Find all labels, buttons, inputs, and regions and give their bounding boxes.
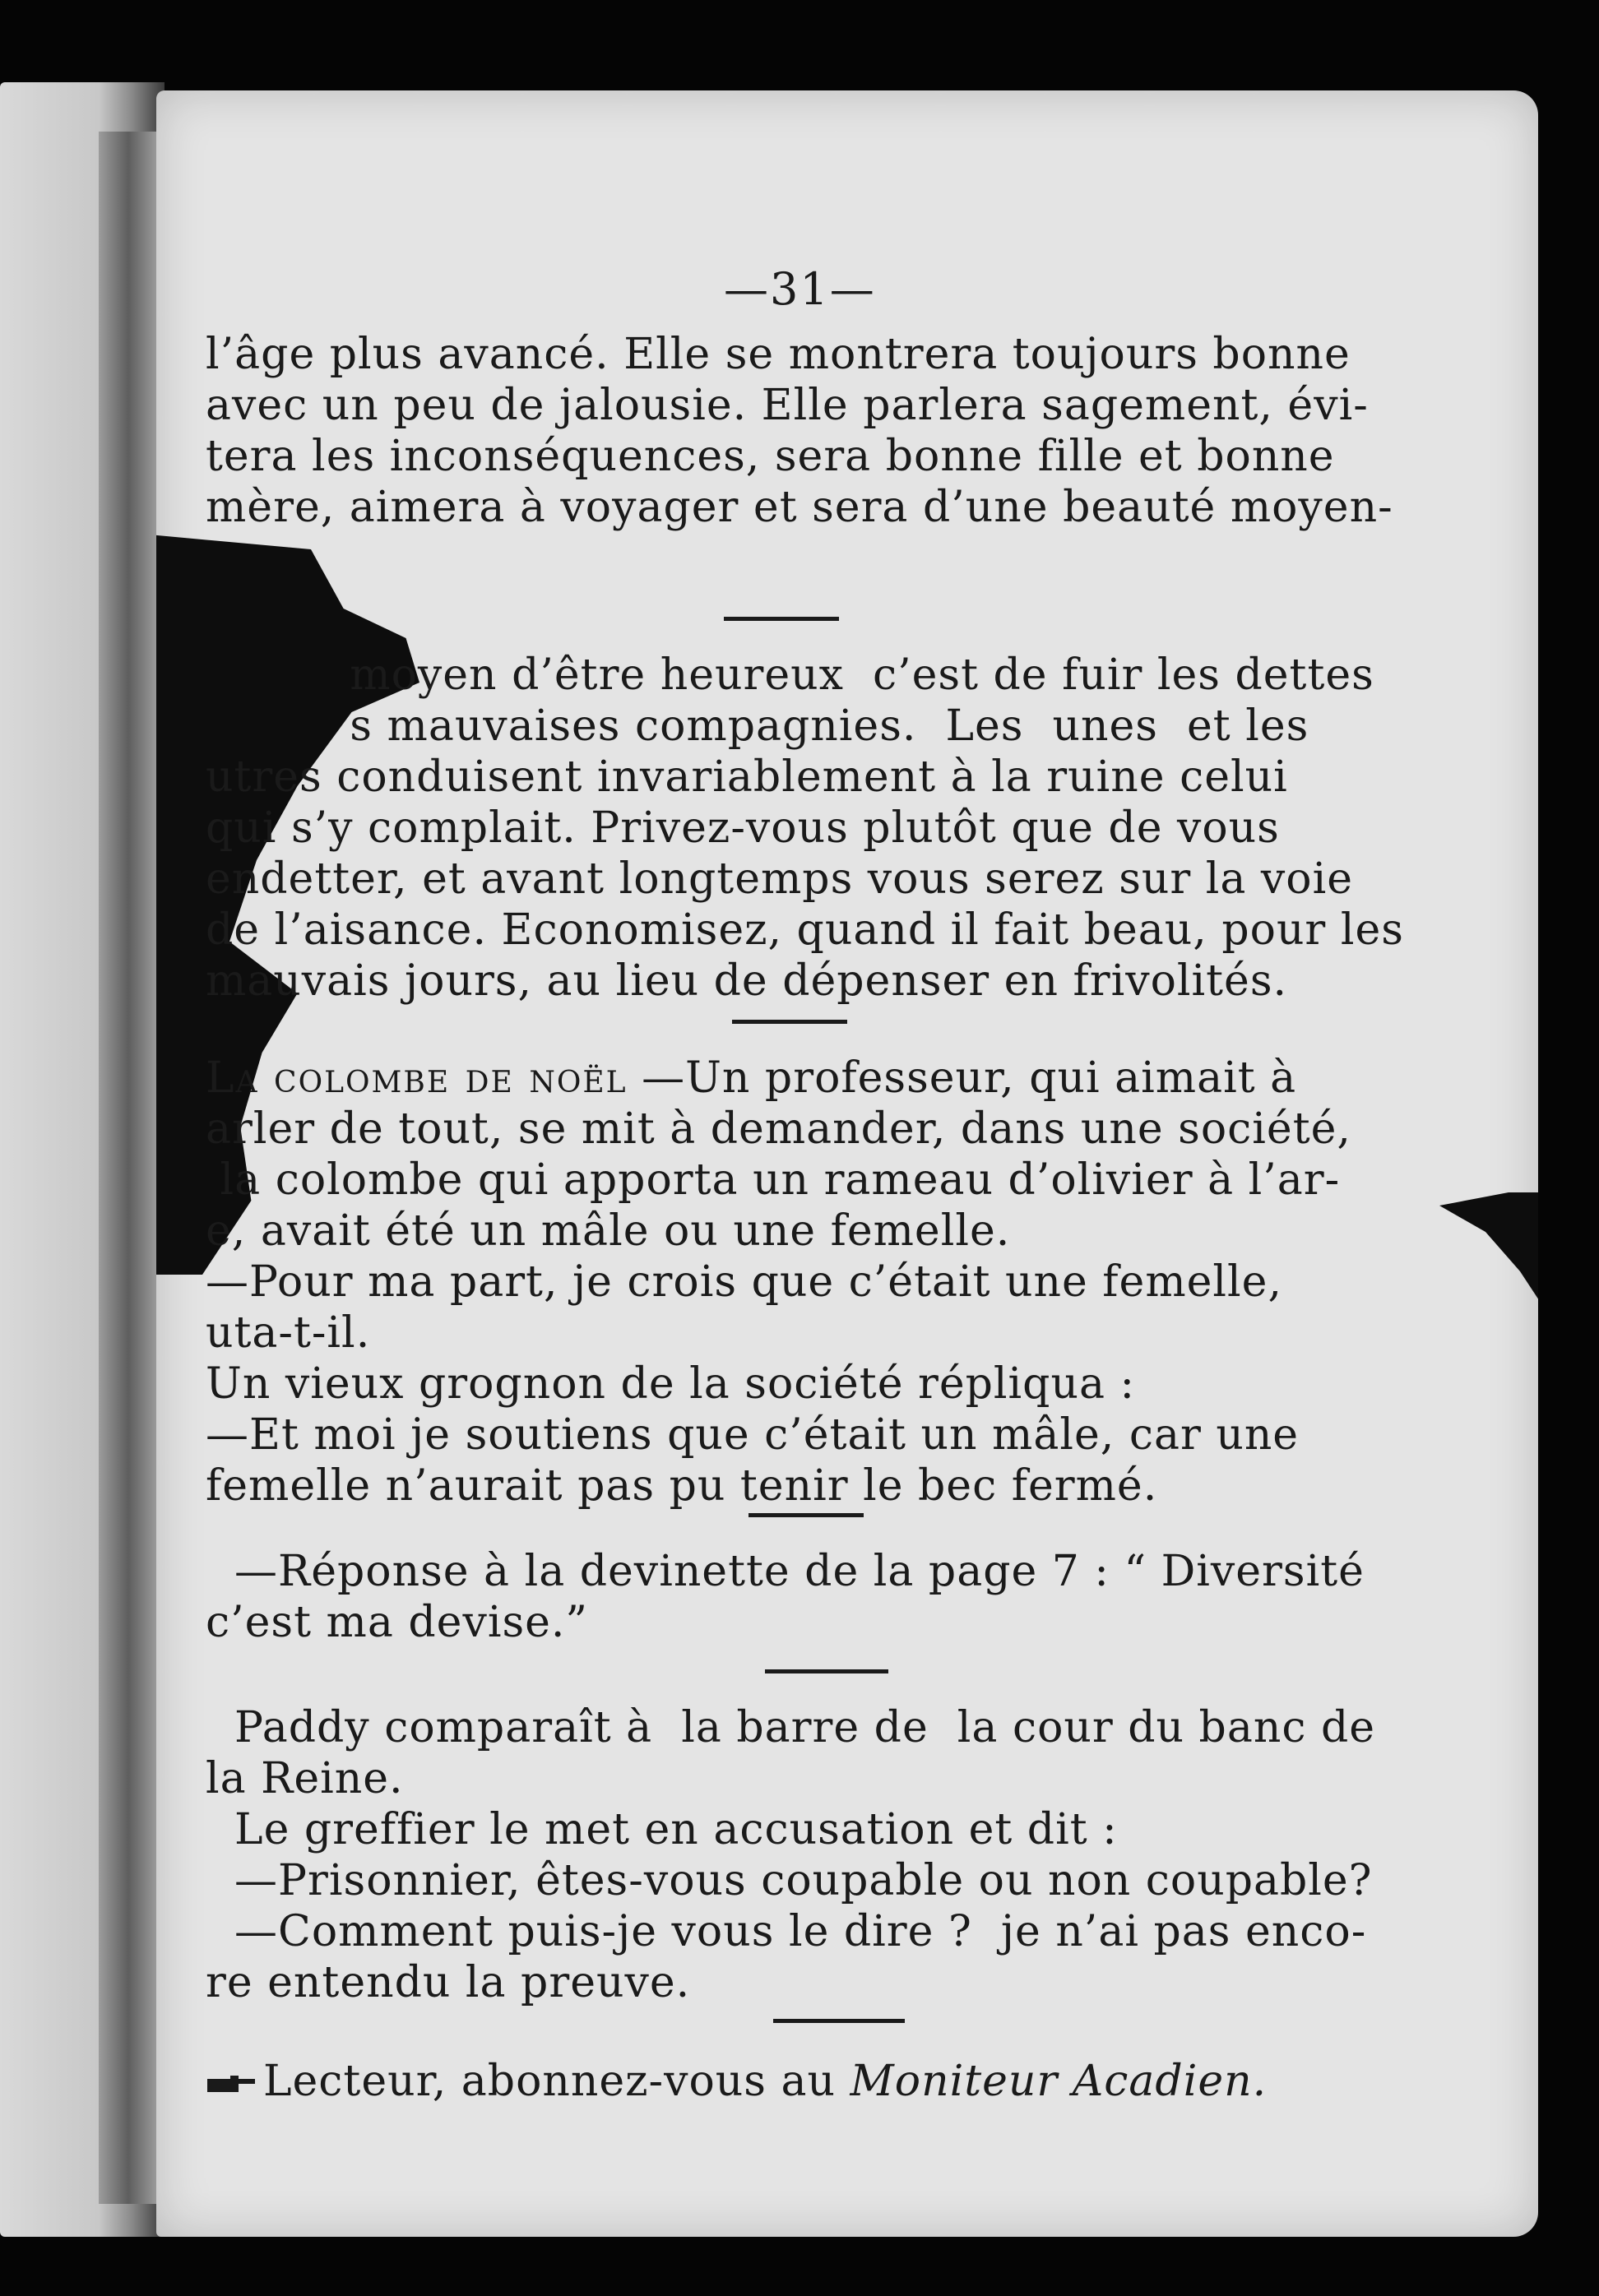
text-line: —Pour ma part, je crois que c’était une femelle, <box>206 1257 1282 1307</box>
text-line: c’est ma devise.” <box>206 1598 589 1647</box>
paragraph-5 <box>206 1702 1505 2008</box>
text-line: —Et moi je soutiens que c’était un mâle, car une <box>206 1410 1300 1460</box>
text-line: Paddy comparaît à la barre de la cour du banc de <box>206 1703 1376 1752</box>
text-line: utres conduisent invariablement à la ruine celui <box>206 752 1288 802</box>
text-line: endetter, et avant longtemps vous serez sur la voie <box>206 854 1354 904</box>
section-heading: La colombe de noël <box>206 1053 628 1103</box>
paragraph-2 <box>206 650 1505 1007</box>
text-line: mère, aimera à voyager et sera d’une beauté moyen- <box>206 483 1393 532</box>
newspaper-name: Moniteur Acadien. <box>850 2057 1268 2106</box>
text-line <box>206 2056 1505 2107</box>
text-run: —Un professeur, qui aimait à <box>627 1053 1297 1103</box>
text-line: s mauvaises compagnies. Les unes et les <box>206 701 1309 751</box>
footer-text: Lecteur, abonnez-vous au <box>263 2057 850 2106</box>
text-line: l’âge plus avancé. Elle se montrera toujours bonne <box>206 330 1351 379</box>
text-line: tera les inconséquences, sera bonne fille et bonne <box>206 432 1335 481</box>
separator-rule <box>732 1020 847 1024</box>
separator-rule <box>765 1669 888 1673</box>
text-line: mauvais jours, au lieu de dépenser en frivolités. <box>206 956 1288 1006</box>
text-line: moyen d’être heureux c’est de fuir les dettes <box>206 650 1374 700</box>
text-line: —Comment puis-je vous le dire ? je n’ai pas enco- <box>206 1907 1367 1956</box>
book-page <box>156 90 1538 2237</box>
text-line: —Réponse à la devinette de la page 7 : “ Diversité <box>206 1547 1365 1596</box>
text-line: de l’aisance. Economisez, quand il fait beau, pour les <box>206 905 1404 955</box>
paragraph-3 <box>206 1053 1505 1511</box>
text-line: avec un peu de jalousie. Elle parlera sagement, évi- <box>206 381 1369 430</box>
text-line: arler de tout, se mit à demander, dans une société, <box>206 1104 1351 1154</box>
text-line: Un vieux grognon de la société répliqua : <box>206 1359 1136 1409</box>
text-line: e, avait été un mâle ou une femelle. <box>206 1206 1011 1256</box>
text-line: femelle n’aurait pas pu tenir le bec fermé. <box>206 1461 1158 1511</box>
paragraph-1 <box>206 329 1505 533</box>
pointing-hand-icon <box>206 2072 258 2097</box>
text-line: —Prisonnier, êtes-vous coupable ou non coupable? <box>206 1856 1373 1905</box>
text-line: la Reine. <box>206 1754 404 1803</box>
page-number: —31— <box>724 263 876 315</box>
text-line: qui s’y complait. Privez-vous plutôt que de vous <box>206 803 1280 853</box>
footer-line <box>206 2056 1505 2107</box>
separator-rule <box>773 2019 905 2023</box>
paragraph-4 <box>206 1546 1505 1648</box>
text-line <box>206 1053 1505 1104</box>
text-line: la colombe qui apporta un rameau d’olivier à l’ar- <box>206 1155 1341 1205</box>
text-line: uta-t-il. <box>206 1308 371 1358</box>
separator-rule <box>749 1513 864 1517</box>
text-line: re entendu la preuve. <box>206 1958 691 2007</box>
text-line: Le greffier le met en accusation et dit : <box>206 1805 1118 1854</box>
separator-rule <box>724 617 839 621</box>
